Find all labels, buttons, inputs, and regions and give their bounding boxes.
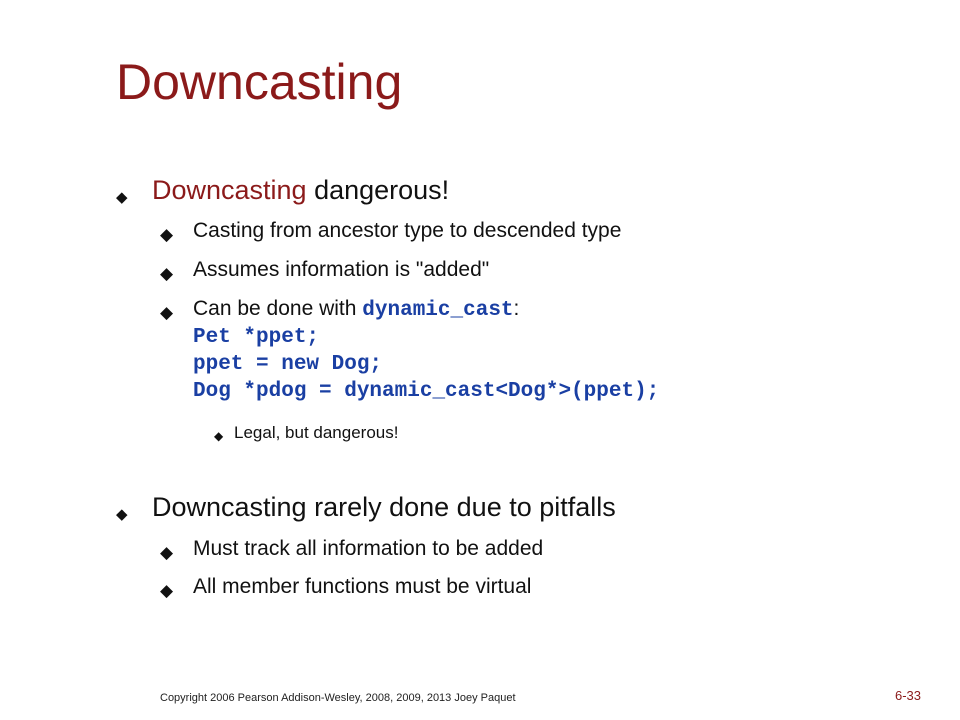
filled-diamond-icon: ◆	[160, 543, 174, 562]
sub-bullet-text: Must track all information to be added	[193, 537, 544, 560]
sub-bullet-virtual	[160, 574, 531, 600]
filled-diamond-icon: ◆	[160, 264, 174, 283]
small-diamond-icon: ◆	[214, 429, 224, 443]
bullet-rest-text: dangerous!	[306, 175, 450, 205]
sub-bullet-casting	[160, 218, 621, 244]
sub-sub-bullet-text: Legal, but dangerous!	[234, 423, 399, 442]
sub-bullet-dynamic-cast	[160, 296, 519, 324]
filled-diamond-icon: ◆	[160, 581, 174, 600]
bullet-downcasting-dangerous	[116, 174, 449, 206]
code-line: Dog *pdog = dynamic_cast<Dog*>(ppet);	[193, 380, 660, 403]
filled-diamond-icon: ◆	[160, 225, 174, 244]
sub-bullet-must-track	[160, 536, 543, 562]
bullet-text: Downcasting rarely done due to pitfalls	[152, 492, 616, 522]
sub-bullet-text: Casting from ancestor type to descended type	[193, 219, 622, 242]
sub-bullet-assumes	[160, 257, 489, 283]
bullet-accent-text: Downcasting	[152, 175, 307, 205]
code-line: Pet *ppet;	[193, 326, 320, 349]
code-block	[193, 324, 659, 405]
code-line: ppet = new Dog;	[193, 353, 383, 376]
sub-bullet-suffix: :	[513, 297, 520, 320]
diamond-icon: ◆	[116, 506, 128, 523]
page-number: 6-33	[895, 688, 922, 703]
bullet-rarely-done	[116, 491, 616, 523]
diamond-icon: ◆	[116, 189, 128, 206]
sub-bullet-prefix: Can be done with	[193, 297, 363, 320]
inline-code: dynamic_cast	[362, 299, 514, 322]
sub-bullet-text	[193, 297, 519, 320]
sub-bullet-text: Assumes information is "added"	[193, 258, 490, 281]
copyright-footer: Copyright 2006 Pearson Addison-Wesley, 2008, 2009, 2013 Joey Paquet	[160, 692, 516, 704]
bullet-text	[152, 175, 449, 205]
sub-sub-bullet-legal	[214, 422, 398, 444]
filled-diamond-icon: ◆	[160, 303, 174, 322]
slide-title: Downcasting	[116, 54, 403, 110]
sub-bullet-text: All member functions must be virtual	[193, 575, 532, 598]
